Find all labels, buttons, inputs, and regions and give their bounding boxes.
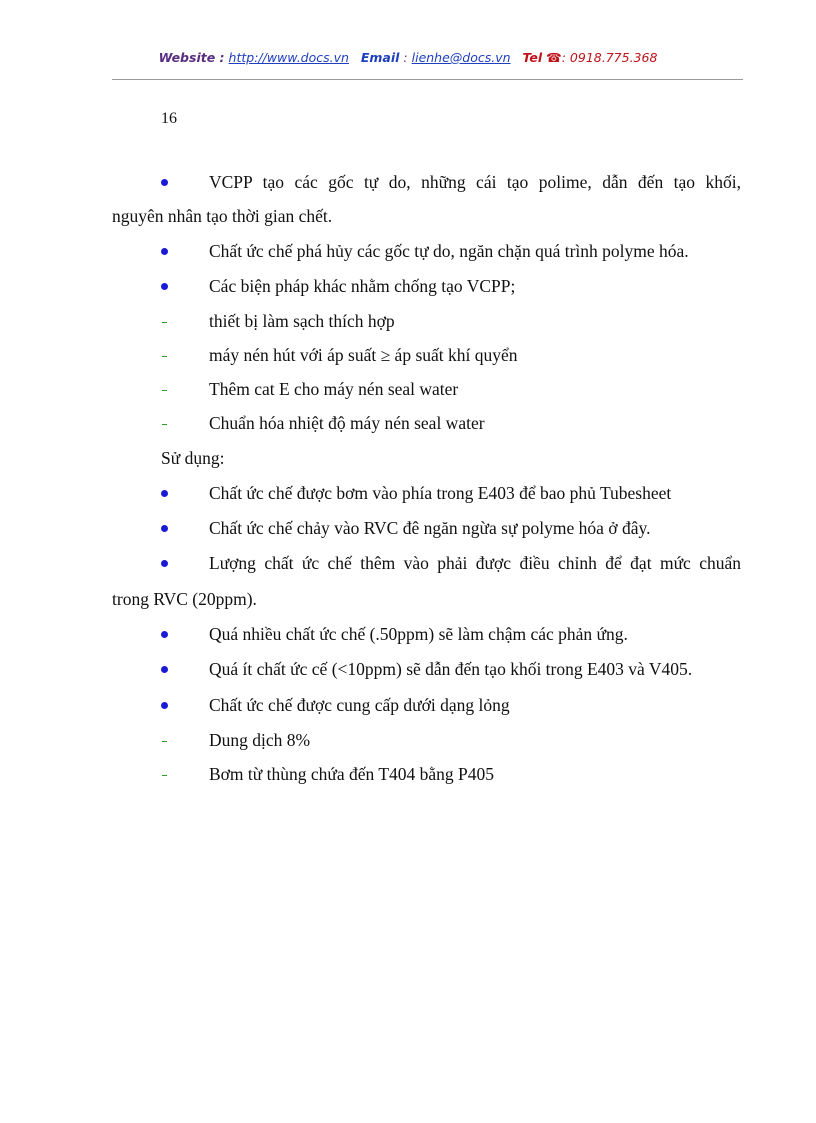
- tel-number: : 0918.775.368: [561, 50, 658, 65]
- list-item-text: máy nén hút với áp suất ≥ áp suất khí quyển: [209, 345, 518, 365]
- bullet-icon: [161, 702, 168, 709]
- bullet-icon: [161, 631, 168, 638]
- website-link[interactable]: http://www.docs.vn: [228, 50, 349, 65]
- bullet-icon: [161, 666, 168, 673]
- bullet-icon: [161, 560, 168, 567]
- dash-bullet-icon: [162, 424, 167, 425]
- list-item-text: Dung dịch 8%: [209, 730, 311, 750]
- list-item-text: Các biện pháp khác nhằm chống tạo VCPP;: [209, 276, 516, 296]
- dash-bullet-icon: [162, 741, 167, 742]
- list-item-text: Quá ít chất ức cế (<10ppm) sẽ dẫn đến tạo khối trong E403 và V405.: [209, 659, 693, 679]
- page-number: 16: [161, 110, 177, 127]
- dash-bullet-icon: [162, 356, 167, 357]
- email-separator: :: [403, 50, 408, 65]
- tel-label: Tel: [522, 50, 543, 65]
- list-item-text: Lượng chất ức chế thêm vào phải được điều chỉnh để đạt mức chuẩn: [209, 553, 741, 573]
- list-item-text: Chuẩn hóa nhiệt độ máy nén seal water: [209, 413, 485, 433]
- bullet-icon: [161, 283, 168, 290]
- bullet-icon: [161, 490, 168, 497]
- section-heading: Sử dụng:: [161, 448, 225, 468]
- list-item-text: Chất ức chế phá hủy các gốc tự do, ngăn chặn quá trình polyme hóa.: [209, 241, 689, 261]
- email-label: Email: [360, 50, 400, 65]
- dash-bullet-icon: [162, 390, 167, 391]
- list-item-text: VCPP tạo các gốc tự do, những cái tạo polime, dẫn đến tạo khối,: [209, 172, 741, 192]
- phone-icon: ☎: [546, 50, 562, 65]
- website-label: Website :: [158, 50, 225, 65]
- list-item-text: Chất ức chế được bơm vào phía trong E403 để bao phủ Tubesheet: [209, 483, 672, 503]
- header-divider: [112, 79, 743, 80]
- list-item-continuation: nguyên nhân tạo thời gian chết.: [112, 206, 333, 226]
- list-item-continuation: trong RVC (20ppm).: [112, 589, 257, 609]
- list-item-text: Bơm từ thùng chứa đến T404 bằng P405: [209, 764, 495, 784]
- list-item-text: Chất ức chế được cung cấp dưới dạng lỏng: [209, 695, 510, 715]
- dash-bullet-icon: [162, 775, 167, 776]
- list-item-text: Chất ức chế chảy vào RVC đê ngăn ngừa sự polyme hóa ở đây.: [209, 518, 651, 538]
- bullet-icon: [161, 248, 168, 255]
- page-header: [0, 50, 816, 65]
- list-item-text: Quá nhiều chất ức chế (.50ppm) sẽ làm chậm các phản ứng.: [209, 624, 628, 644]
- bullet-icon: [161, 525, 168, 532]
- list-item-text: Thêm cat E cho máy nén seal water: [209, 379, 459, 399]
- list-item-text: thiết bị làm sạch thích hợp: [209, 311, 395, 331]
- email-link[interactable]: lienhe@docs.vn: [411, 50, 511, 65]
- dash-bullet-icon: [162, 322, 167, 323]
- bullet-icon: [161, 179, 168, 186]
